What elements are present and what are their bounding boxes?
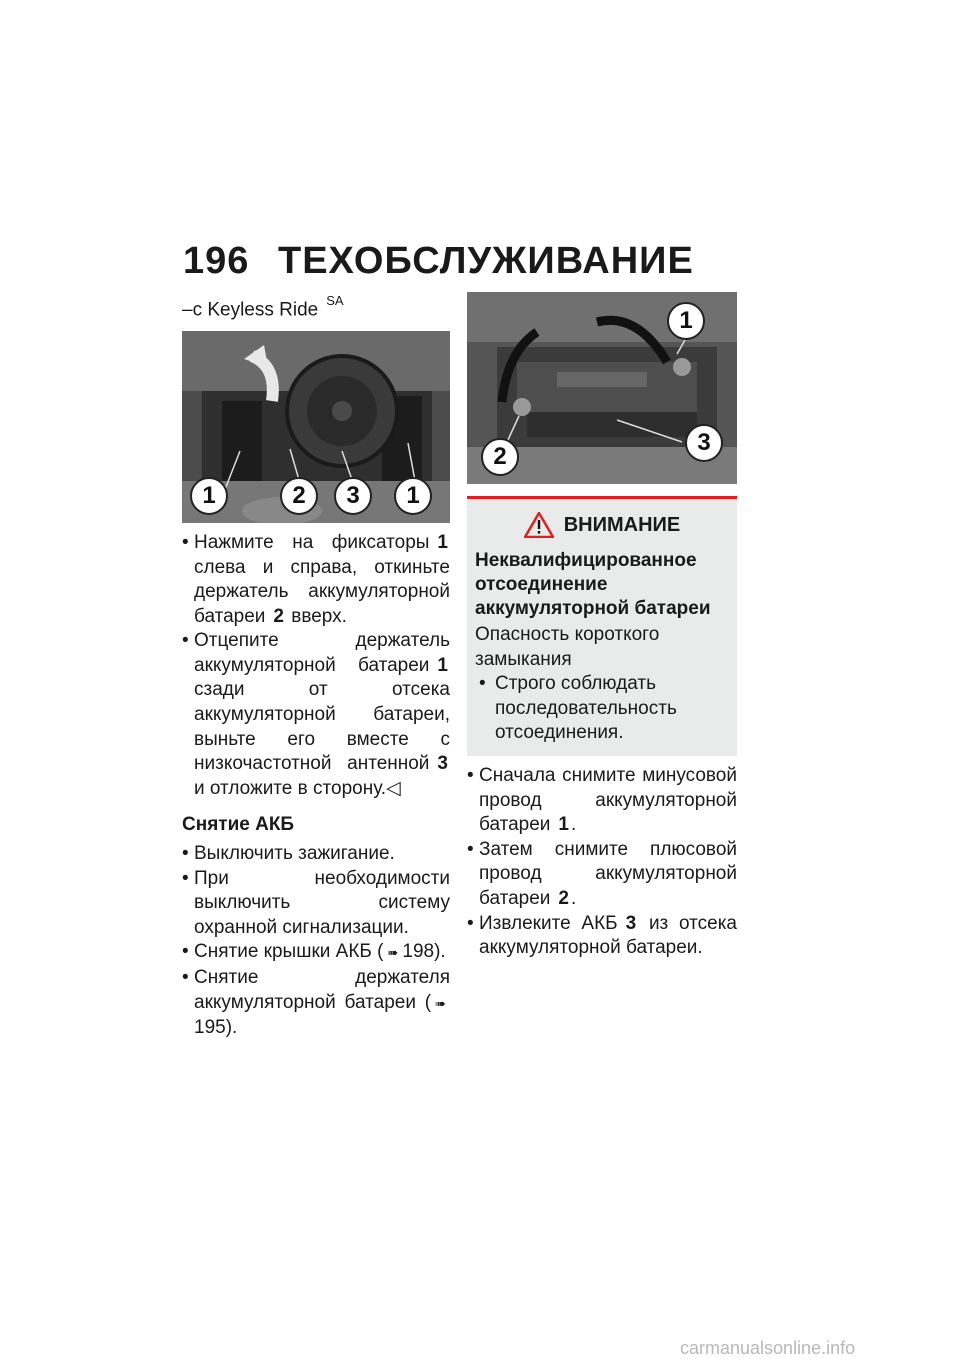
warning-text: Опасность короткого замыкания [475,624,660,670]
list-item [182,531,450,629]
step-text: Снятие крышки АКБ ( [194,941,384,963]
warning-title: Неквалифицированное отсоединение аккумуляторной батареи [475,550,711,619]
battery-photo [467,292,737,484]
list-item [182,867,450,941]
step-text: . [570,887,577,909]
warning-heading: ВНИМАНИЕ [563,513,681,536]
page-ref-arrow-icon: ➠ [435,995,446,1011]
warning-triangle-icon [524,512,554,538]
warning-list [475,672,729,746]
step-text: ). [225,1017,238,1039]
sa-badge: SA [326,293,344,308]
ref-number: 1 [437,654,448,676]
page-header [183,240,694,283]
step-text: вверх. [291,605,347,627]
page-ref-arrow-icon: ➠ [387,945,399,961]
page-title: ТЕХОБСЛУЖИВАНИЕ [278,240,694,282]
callout-1: 1 [190,477,228,515]
watermark: carmanualsonline.info [680,1338,856,1358]
step-text: сзади от отсека аккумуляторной батареи, выньте его вместе с низкочастотной антенной [194,679,450,775]
left-column [182,292,450,1041]
step-text: и отложите в сторону.◁ [194,777,401,799]
keyless-ride-photo [182,331,450,523]
step-text: Выключить зажигание. [194,843,395,865]
subtitle [182,292,450,323]
callout-3: 3 [334,477,372,515]
list-item [467,912,737,961]
list-item [182,940,450,966]
ref-number: 2 [273,605,284,627]
callout-1b: 1 [394,477,432,515]
step-text: . [570,814,577,836]
step-text: Затем снимите плюсовой провод аккумуляторной батареи [479,838,737,909]
ref-number: 1 [558,814,569,836]
callout-2: 2 [280,477,318,515]
callout-3: 3 [685,424,723,462]
warning-box [467,496,737,756]
page-number: 196 [183,240,250,282]
list-item [467,838,737,912]
ref-number: 3 [625,912,637,934]
callout-1: 1 [667,302,705,340]
step-text: из отсека аккумуляторной батареи. [479,912,738,959]
ref-number: 2 [558,887,569,909]
disconnect-steps [467,764,737,961]
page-ref-link[interactable]: 198 [402,941,435,963]
callout-2: 2 [481,438,519,476]
release-steps [182,531,450,802]
ref-number: 3 [437,753,448,775]
section-title: Снятие АКБ [182,814,295,836]
step-text: Сначала снимите минусовой провод аккумуляторной батареи [479,764,737,836]
subtitle-text: –с Keyless Ride [182,299,319,321]
list-item [467,764,737,838]
list-item [182,842,450,867]
list-item [182,966,450,1041]
list-item [182,629,450,801]
list-item: • Строго соблюдать последовательность отсоединения. [475,672,729,746]
right-column [467,292,737,961]
warning-header [475,507,729,543]
ref-number: 1 [437,531,448,553]
page-ref-link[interactable]: 195 [194,1017,226,1039]
step-text: Отцепите держатель аккумуляторной батареи [194,630,450,676]
step-text: Извлеките АКБ [479,912,618,934]
removal-steps [182,842,450,1041]
step-text: Снятие держателя аккумуляторной батареи ( [194,967,450,1013]
step-text: ). [434,941,446,963]
step-text: слева и справа, откиньте держатель аккумуляторной батареи [194,556,450,627]
step-text: Нажмите на фиксаторы [194,531,430,553]
step-text: При необходимости выключить систему охранной сигнализации. [194,867,450,938]
